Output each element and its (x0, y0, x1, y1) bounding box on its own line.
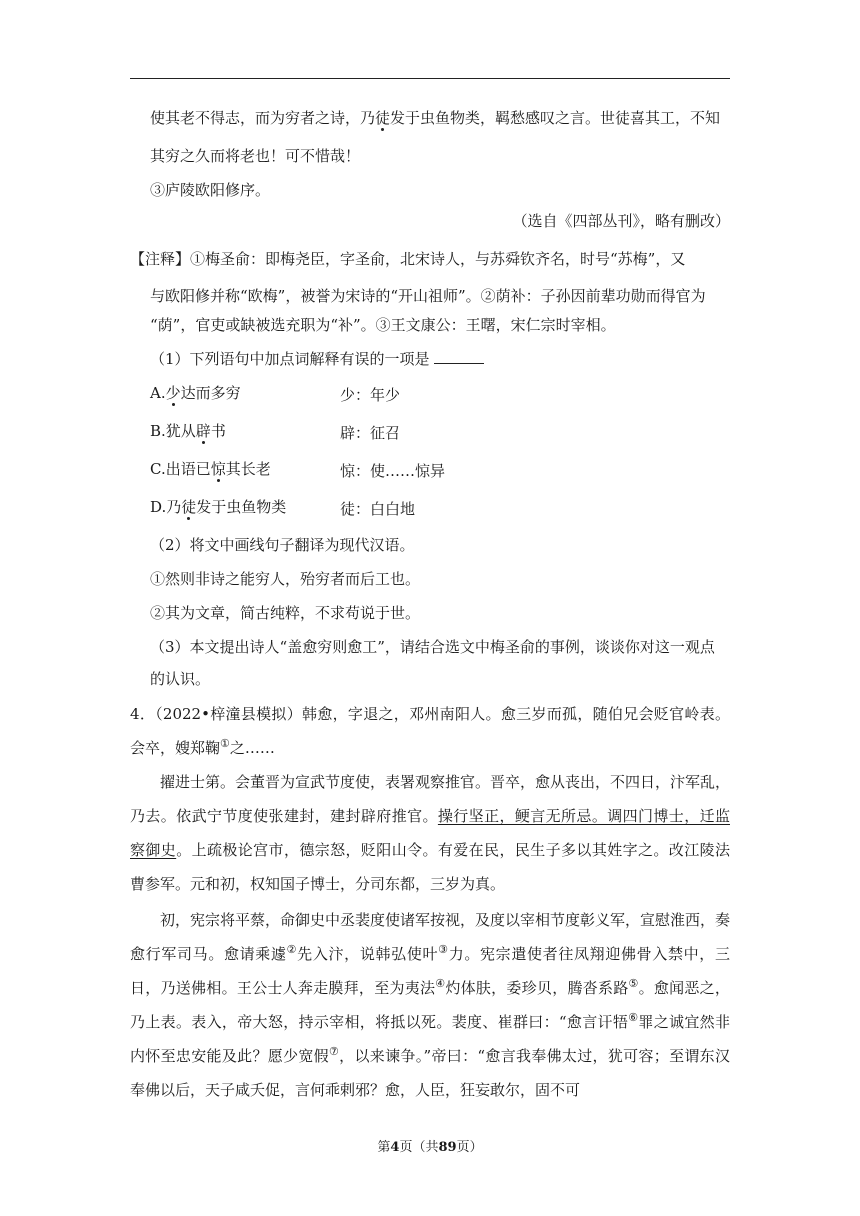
passage-line: 其穷之久而将老也！可不惜哉！ (150, 147, 361, 165)
question-3-prompt: （3）本文提出诗人“盖愈穷则愈工”，请结合选文中梅圣俞的事例，谈谈你对这一观点 (150, 638, 715, 656)
item-4-paragraph-2: 初，宪宗将平蔡，命御史中丞裴度使诸军按视，及度以宰相节度彰义军，宣慰淮西，奏愈行军司马。愈请乘遽②先入汴，说韩弘使叶③力。宪宗遣使者往凤翔迎佛骨入禁中，三日，乃送佛相。王公士人奔走膜拜，至为夷法④灼体肤，委珍贝，腾沓系路⑤。愈闻恶之，乃上表。表入，帝大怒，持示宰相，将抵以死。裴度、崔群曰：“愈言讦牾⑥罪之诚宜然非内怀至忠安能及此？愿少宽假⑦，以来谏争。”帝曰：“愈言我奉佛太过，犹可容；至谓东汉奉佛以后，天子咸夭促，言何乖剌邪？愈，人臣，狂妄敢尔，固不可 (130, 911, 731, 1099)
option-d-gloss: 徒：白白地 (340, 500, 416, 518)
question-3-prompt-cont: 的认识。 (150, 670, 211, 688)
option-b-gloss: 辟：征召 (340, 424, 401, 442)
dotted-char: 辟 (195, 422, 211, 440)
option-c-gloss: 惊：使……惊异 (340, 462, 446, 480)
option-c[interactable]: C.出语已惊其长老 (150, 460, 271, 478)
translate-sentence-2: ②其为文章，简古纯粹，不求苟说于世。 (150, 604, 421, 622)
passage-signature: ③庐陵欧阳修序。 (150, 181, 271, 199)
translate-sentence-1: ①然则非诗之能穷人，殆穷者而后工也。 (150, 570, 421, 588)
dotted-char: 徒 (181, 498, 197, 516)
header-rule (130, 78, 730, 79)
item-4-paragraph-1: 擢进士第。会董晋为宣武节度使，表署观察推官。晋卒，愈从丧出，不四日，汴军乱，乃去。依武宁节度使张建封，建封辟府推官。操行坚正，鲠言无所忌。调四门博士，迁监察御史。上疏极论宫市，德宗怒，贬阳山令。有爱在民，民生子多以其姓字之。改江陵法曹参军。元和初，权知国子博士，分司东都，三岁为真。 (130, 773, 731, 893)
option-d[interactable]: D.乃徒发于虫鱼物类 (150, 498, 287, 516)
dotted-char: 惊 (210, 460, 226, 478)
notes-line: 与欧阳修并称“欧梅”，被誉为宋诗的“开山祖师”。②荫补：子孙因前辈功勋而得官为 (150, 287, 706, 305)
notes-line: “荫”，官吏或缺被选充职为“补”。③王文康公：王曙，宋仁宗时宰相。 (150, 316, 616, 334)
item-4-head: 4．（2022•梓潼县模拟）韩愈，字退之，邓州南阳人。愈三岁而孤，随伯兄会贬官岭表。会卒，嫂郑鞠①之…… (130, 705, 730, 757)
option-a-gloss: 少：年少 (340, 386, 401, 404)
answer-blank[interactable] (434, 349, 484, 364)
underlined-sentence: 操行坚正，鲠言无所忌。调四门博士，迁监察御史 (130, 807, 730, 859)
page-footer: 第4页（共89页） (377, 1140, 483, 1155)
passage-line: 使其老不得志，而为穷者之诗，乃徒发于虫鱼物类，羁愁感叹之言。世徒喜其工，不知 (150, 109, 721, 127)
dotted-char: 徒 (375, 109, 391, 127)
dotted-char: 少 (165, 384, 181, 402)
question-1-prompt: （1）下列语句中加点词解释有误的一项是 (150, 349, 730, 369)
page-total: 89 (438, 1140, 457, 1155)
question-2-prompt: （2）将文中画线句子翻译为现代汉语。 (150, 536, 415, 554)
source-citation: （选自《四部丛刊》，略有删改） (512, 212, 730, 230)
option-b[interactable]: B.犹从辟书 (150, 422, 226, 440)
notes-line: 【注释】①梅圣俞：即梅尧臣，字圣俞，北宋诗人，与苏舜钦齐名，时号“苏梅”，又 (130, 250, 686, 268)
option-a[interactable]: A.少达而多穷 (150, 384, 241, 402)
page-number: 4 (390, 1140, 400, 1155)
